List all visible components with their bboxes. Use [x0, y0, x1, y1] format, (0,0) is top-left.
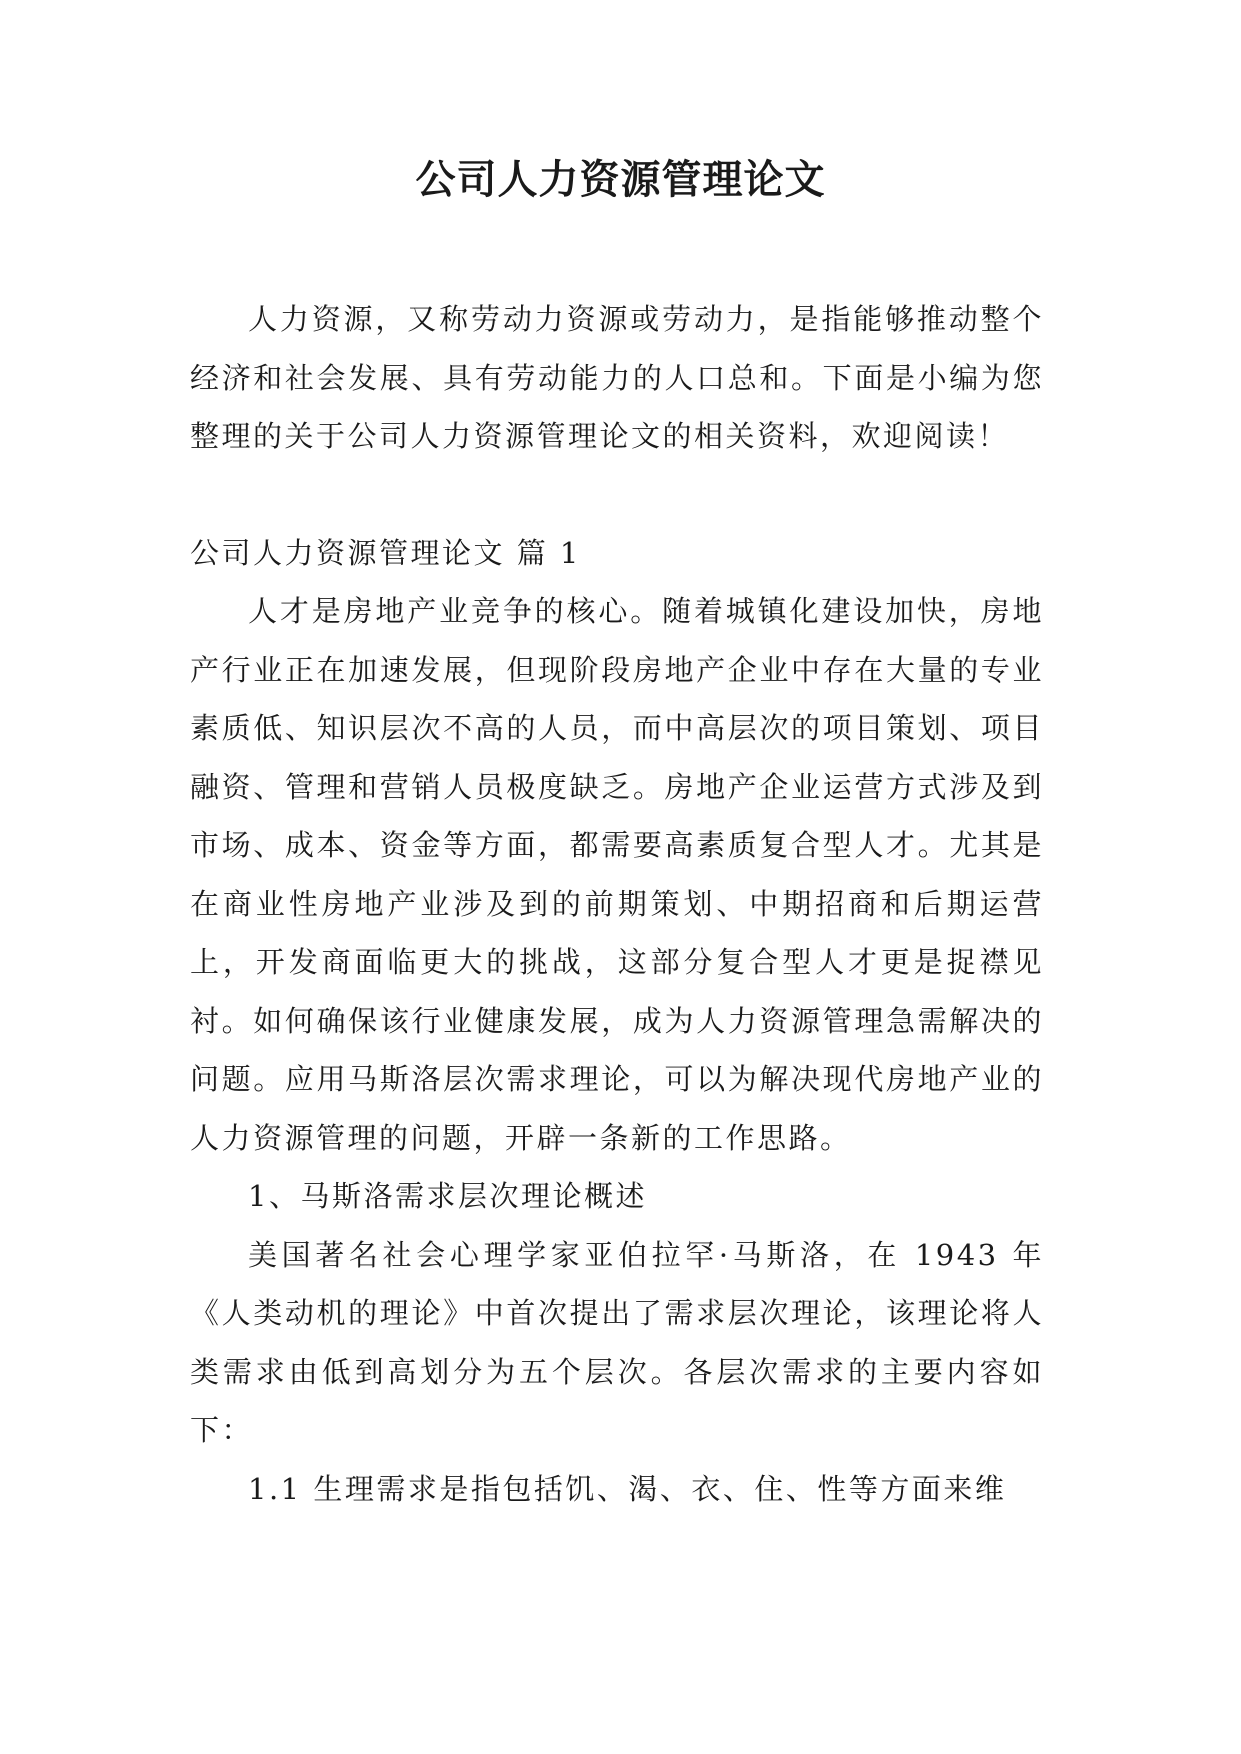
paragraph-gap	[190, 466, 1044, 524]
document-title: 公司人力资源管理论文	[415, 156, 826, 203]
body-paragraph: 人才是房地产业竞争的核心。随着城镇化建设加快，房地产行业正在加速发展，但现阶段房地产企业中存在大量的专业素质低、知识层次不高的人员，而中高层次的项目策划、项目融资、管理和营销人员极度缺乏。房地产企业运营方式涉及到市场、成本、资金等方面，都需要高素质复合型人才。尤其是在商业性房地产业涉及到的前期策划、中期招商和后期运营上，开发商面临更大的挑战，这部分复合型人才更是捉襟见衬。如何确保该行业健康发展，成为人力资源管理急需解决的问题。应用马斯洛层次需求理论，可以为解决现代房地产业的人力资源管理的问题，开辟一条新的工作思路。	[190, 594, 1044, 1155]
subheading: 1、马斯洛需求层次理论概述	[248, 1179, 647, 1213]
section-heading: 公司人力资源管理论文 篇 1	[190, 535, 581, 570]
document-body	[190, 290, 1044, 1518]
body-paragraph: 1.1 生理需求是指包括饥、渴、衣、住、性等方面来维	[248, 1471, 1007, 1506]
body-paragraph: 美国著名社会心理学家亚伯拉罕·马斯洛，在 1943 年《人类动机的理论》中首次提出了需求层次理论，该理论将人类需求由低到高划分为五个层次。各层次需求的主要内容如下：	[190, 1237, 1044, 1447]
intro-paragraph: 人力资源，又称劳动力资源或劳动力，是指能够推动整个经济和社会发展、具有劳动能力的人口总和。下面是小编为您整理的关于公司人力资源管理论文的相关资料，欢迎阅读！	[190, 302, 1044, 453]
